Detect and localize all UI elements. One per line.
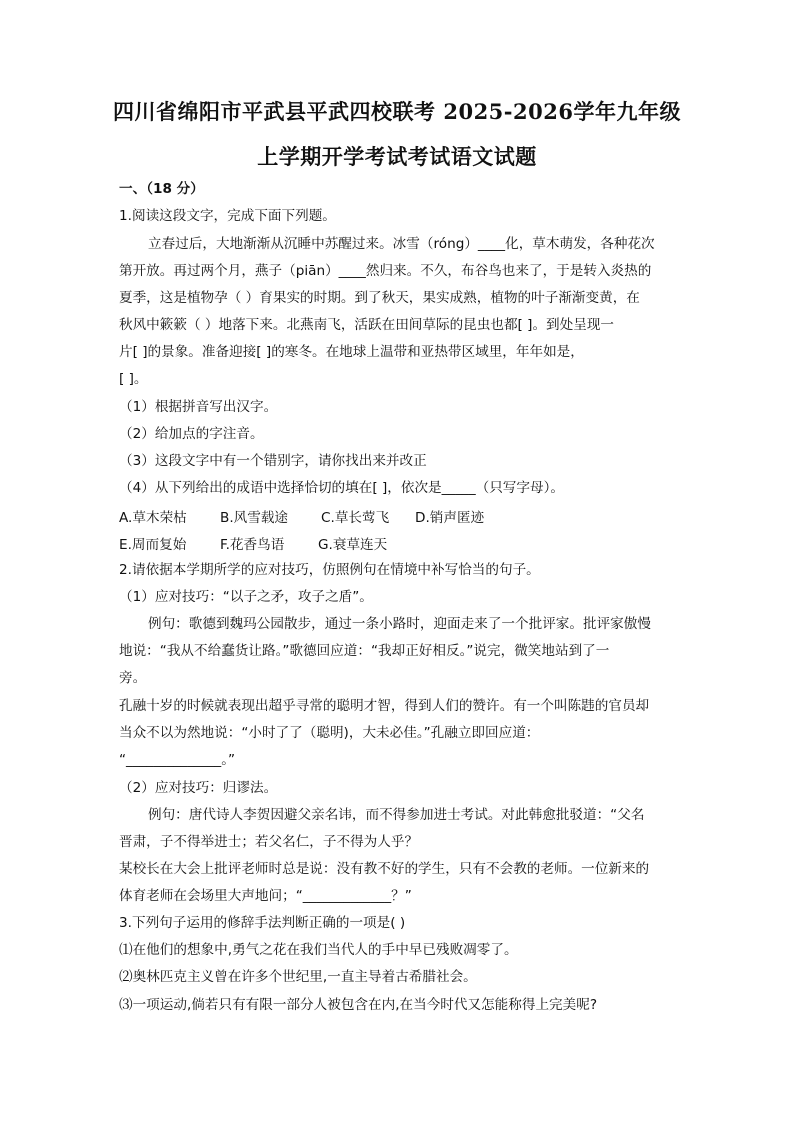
- question-3-stem: 3.下列句子运用的修辞手法判断正确的一项是( ): [119, 915, 406, 931]
- exam-title-line-2: 上学期开学考试考试语文试题: [257, 144, 537, 169]
- question-2-stem: 2.请依据本学期所学的应对技巧，仿照例句在情境中补写恰当的句子。: [119, 562, 540, 578]
- idiom-option-a: A.草木荣枯: [119, 510, 187, 526]
- q2-answer-blank: “______________。”: [119, 752, 236, 768]
- sub-question: （4）从下列给出的成语中选择恰切的填在[ ]，依次是_____（只写字母）。: [119, 480, 564, 496]
- idiom-option-f: F.花香鸟语: [220, 537, 285, 553]
- sub-question: （2）给加点的字注音。: [119, 426, 264, 442]
- idiom-option-g: G.衰草连天: [318, 537, 388, 553]
- sub-question: （1）根据拼音写出汉字。: [119, 399, 278, 415]
- q2-text-line: 旁。: [119, 670, 147, 686]
- section-heading: 一、（18 分）: [119, 181, 204, 197]
- q2-sub2-heading: （2）应对技巧：归谬法。: [119, 780, 278, 796]
- passage-line: 片[ ]的景象。准备迎接[ ]的寒冬。在地球上温带和亚热带区域里，年年如是，: [119, 344, 584, 360]
- q3-item: ⑴在他们的想象中,勇气之花在我们当代人的手中早已残败凋零了。: [119, 942, 518, 958]
- q2-text-line: 当众不以为然地说：“小时了了（聪明)，大未必佳。”孔融立即回应道：: [119, 725, 540, 741]
- idiom-option-c: C.草长莺飞: [321, 510, 390, 526]
- passage-line: 秋风中簌簌（ ）地落下来。北燕南飞，活跃在田间草际的昆虫也都[ ]。到处呈现一: [119, 317, 615, 333]
- passage-line: 夏季，这是植物孕（ ）育果实的时期。到了秋天，果实成熟，植物的叶子渐渐变黄，在: [119, 290, 640, 306]
- passage-line: 立春过后，大地渐渐从沉睡中苏醒过来。冰雪（róng）____化，草木萌发，各种花次: [148, 236, 655, 252]
- idiom-option-e: E.周而复始: [119, 537, 187, 553]
- q2-text-line: 孔融十岁的时候就表现出超乎寻常的聪明才智，得到人们的赞许。有一个叫陈韪的官员却: [119, 698, 650, 714]
- passage-line: 第开放。再过两个月，燕子（piān）____然归来。不久，布谷鸟也来了，于是转入炎热的: [119, 263, 652, 279]
- sub-question: （3）这段文字中有一个错别字，请你找出来并改正: [119, 453, 427, 469]
- exam-title-line-1: 四川省绵阳市平武县平武四校联考 2025-2026学年九年级: [113, 99, 681, 124]
- idiom-option-d: D.销声匿迹: [415, 510, 485, 526]
- idiom-option-b: B.风雪载途: [220, 510, 289, 526]
- q3-item: ⑵奥林匹克主义曾在许多个世纪里,一直主导着古希腊社会。: [119, 969, 477, 985]
- q2-sub1-heading: （1）应对技巧：“以子之矛，攻子之盾”。: [119, 589, 373, 605]
- q3-item: ⑶一项运动,倘若只有有限一部分人被包含在内,在当今时代又怎能称得上完美呢?: [119, 997, 598, 1013]
- passage-line: [ ]。: [119, 371, 148, 387]
- q2-text-line: 晋肃，子不得举进士；若父名仁，子不得为人乎？: [119, 834, 419, 850]
- q2-answer-blank: 体育老师在会场里大声地问；“_____________？”: [119, 888, 412, 904]
- question-1-stem: 1.阅读这段文字，完成下面下列题。: [119, 208, 336, 224]
- q2-text-line: 例句：唐代诗人李贺因避父亲名讳，而不得参加进士考试。对此韩愈批驳道：“父名: [148, 807, 645, 823]
- q2-text-line: 地说：“我从不给蠢货让路。”歌德回应道：“我却正好相反。”说完，微笑地站到了一: [119, 643, 610, 659]
- q2-text-line: 例句：歌德到魏玛公园散步，通过一条小路时，迎面走来了一个批评家。批评家傲慢: [148, 616, 651, 632]
- q2-text-line: 某校长在大会上批评老师时总是说：没有教不好的学生，只有不会教的老师。一位新来的: [119, 861, 650, 877]
